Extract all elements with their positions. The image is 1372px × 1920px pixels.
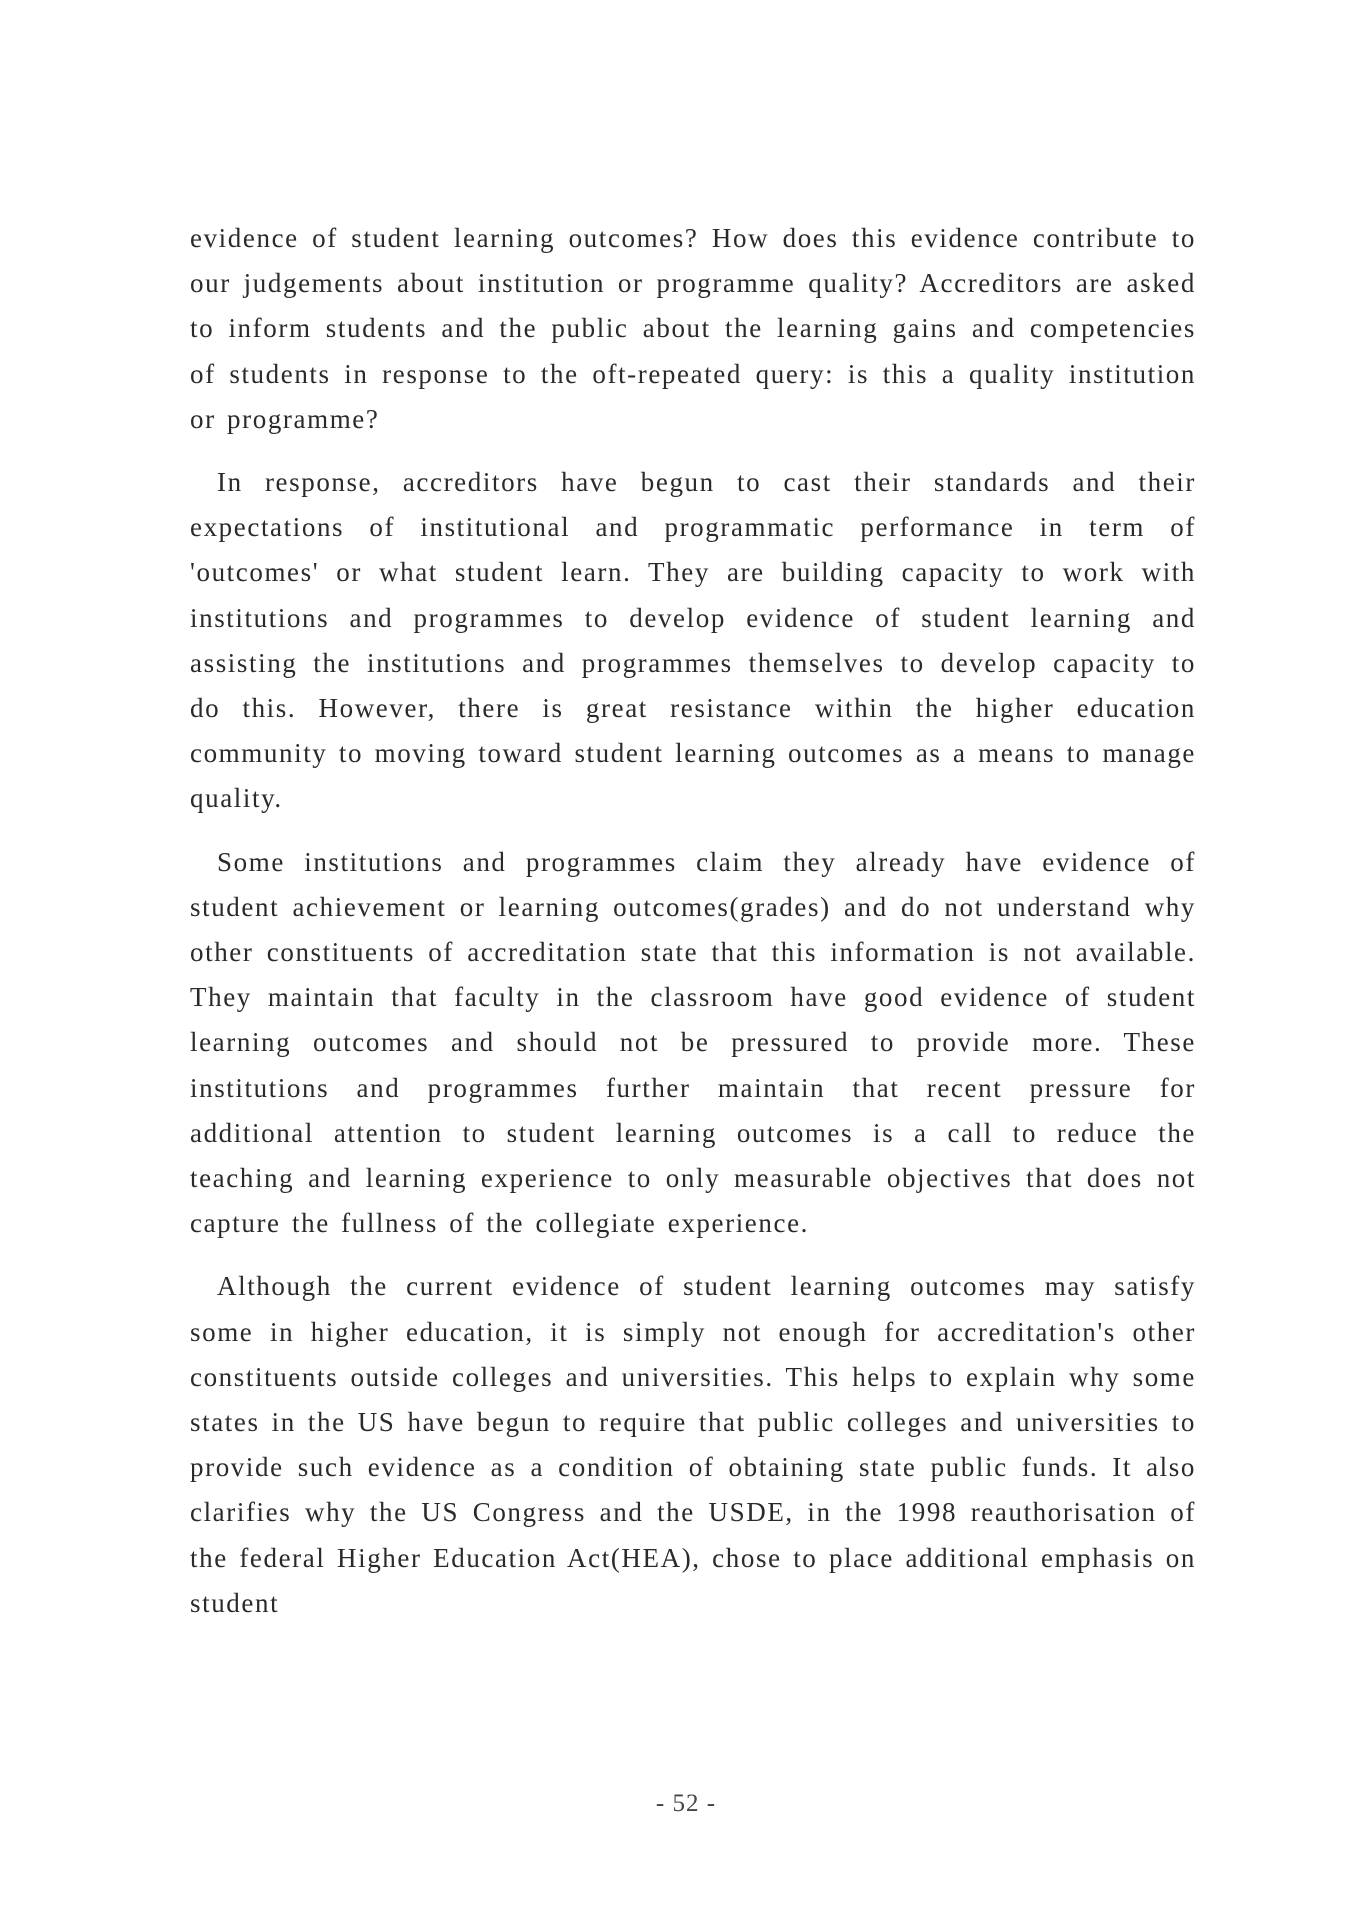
paragraph-3: Some institutions and programmes claim they already have evidence of student achievement or learning outcomes(grades) and do not understand why other constituents of accreditation state that this information is not available. They maintain that faculty in the classroom have good evidence of student learning outcomes and should not be pressured to provide more. These institutions and programmes further maintain that recent pressure for additional attention to student learning outcomes is a call to reduce the teaching and learning experience to only measurable objectives that does not capture the fullness of the collegiate experience.	[190, 846, 1196, 1239]
paragraph-1: evidence of student learning outcomes? How does this evidence contribute to our judgements about institution or programme quality? Accreditors are asked to inform students and the public about the learning gains and competencies of students in response to the oft-repeated query: is this a quality institution or programme?	[190, 223, 1196, 434]
page-number: - 52 -	[655, 1790, 717, 1817]
body-text	[190, 216, 1196, 1644]
paragraph-4: Although the current evidence of student learning outcomes may satisfy some in higher education, it is simply not enough for accreditation's other constituents outside colleges and universities. This helps to explain why some states in the US have begun to require that public colleges and universities to provide such evidence as a condition of obtaining state public funds. It also clarifies why the US Congress and the USDE, in the 1998 reauthorisation of the federal Higher Education Act(HEA), chose to place additional emphasis on student	[190, 1271, 1196, 1618]
paragraph-2: In response, accreditors have begun to cast their standards and their expectations of institutional and programmatic performance in term of 'outcomes' or what student learn. They are building capacity to work with institutions and programmes to develop evidence of student learning and assisting the institutions and programmes themselves to develop capacity to do this. However, there is great resistance within the higher education community to moving toward student learning outcomes as a means to manage quality.	[190, 467, 1196, 814]
